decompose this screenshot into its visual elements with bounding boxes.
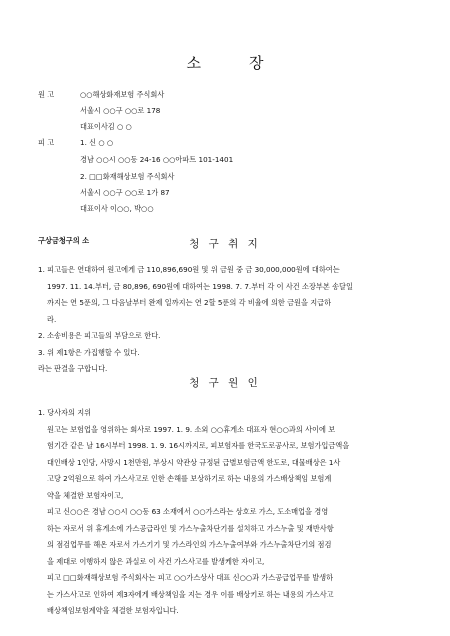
cause-heading: 청 구 원 인 [189, 377, 261, 389]
cause-line: 배상책임보험계약을 체결한 보험자입니다. [47, 606, 179, 615]
document-title [0, 52, 450, 73]
cause-body [38, 405, 349, 620]
claim-line: 까지는 연 5푼의, 그 다음날부터 완제 일까지는 연 2할 5푼의 각 비율에 의한 금원을 지급하 [47, 298, 332, 307]
cause-line: 피고 신○○은 경남 ○○시 ○○동 63 소재에서 ○○가스라는 상호로 가스, 도소매업을 경영 [47, 507, 329, 516]
defendant-1-address: 경남 ○○시 ○○동 24-16 ○○아파트 101-1401 [80, 155, 234, 164]
cause-line: 원고는 보험업을 영위하는 회사로 1997. 1. 9. 소외 ○○휴게소 대표자 현○○과의 사이에 보 [47, 424, 336, 434]
plaintiff-representative: 대표이사김 ○ ○ [80, 122, 132, 131]
cause-line: 고당 2억원으로 하여 가스사고로 인한 손해를 보상하기로 하는 내용의 가스배상책임 보험계 [47, 474, 332, 483]
claim-heading: 청 구 취 지 [189, 238, 261, 250]
claim-line: 1. 피고들은 연대하여 원고에게 금 110,896,690원 및 위 금원 중 금 30,000,000원에 대하여는 [38, 265, 340, 274]
claim-body [38, 262, 353, 378]
defendant-label: 피 고 [38, 138, 55, 147]
defendant-2-address: 서울시 ○○구 ○○로 1가 87 [80, 188, 170, 197]
defendant-2-representative: 대표이사 이○○, 박○○ [80, 204, 154, 213]
defendant-1-name: 1. 신 ○ ○ [80, 138, 114, 147]
case-title: 구상금청구의 소 [38, 236, 90, 245]
claim-line: 1997. 11. 14.부터, 금 80,896, 690원에 대하여는 1998. 7. 7.부터 각 이 사건 소장부본 송달일 [47, 281, 353, 291]
plaintiff-address: 서울시 ○○구 ○○로 178 [80, 106, 161, 115]
cause-line: 피고 □□화재해상보험 주식회사는 피고 ○○가스상사 대표 신○○과 가스공급업무를 발생하 [47, 573, 334, 582]
cause-line: 는 가스사고로 인하여 제3자에게 배상책임을 지는 경우 이를 배상키로 하는 내용의 가스사고 [47, 589, 334, 599]
title-char-2: 장 [249, 54, 264, 72]
claim-line: 라는 판결을 구합니다. [38, 364, 108, 373]
claim-line: 3. 위 제1항은 가집행할 수 있다. [38, 347, 140, 357]
cause-line: 대인배상 1인당, 사망시 1천만원, 부상시 약관상 규정된 급별보험금액 한도로, 대물배상은 1사 [47, 457, 341, 467]
cause-line: 의 점검업무를 해온 자로서 가스기기 및 가스라인의 가스누출여부와 가스누출차단기의 점검 [47, 540, 332, 549]
cause-line: 하는 자로서 위 휴게소에 가스공급라인 및 가스누출차단기를 설치하고 가스누출 및 재반사항 [47, 523, 334, 533]
cause-line: 험기간 같은 날 16시부터 1998. 1. 9. 16시까지로, 피보험자를 한국도로공사로, 보험가입금액을 [47, 441, 350, 450]
claim-line: 라. [47, 314, 57, 324]
cause-line: 을 제대로 이행하지 않은 과실로 이 사건 가스사고를 발생케한 자이고, [47, 556, 265, 566]
cause-line: 1. 당사자의 지위 [38, 408, 92, 417]
plaintiff-label: 원 고 [38, 90, 55, 99]
title-char-1: 소 [186, 54, 201, 72]
defendant-2-name: 2. □□화재해상보험 주식회사 [80, 172, 175, 181]
claim-line: 2. 소송비용은 피고들의 부담으로 한다. [38, 331, 161, 340]
plaintiff-name: ○○해상화재보험 주식회사 [80, 90, 165, 99]
cause-line: 약을 체결한 보험자이고, [47, 490, 124, 500]
